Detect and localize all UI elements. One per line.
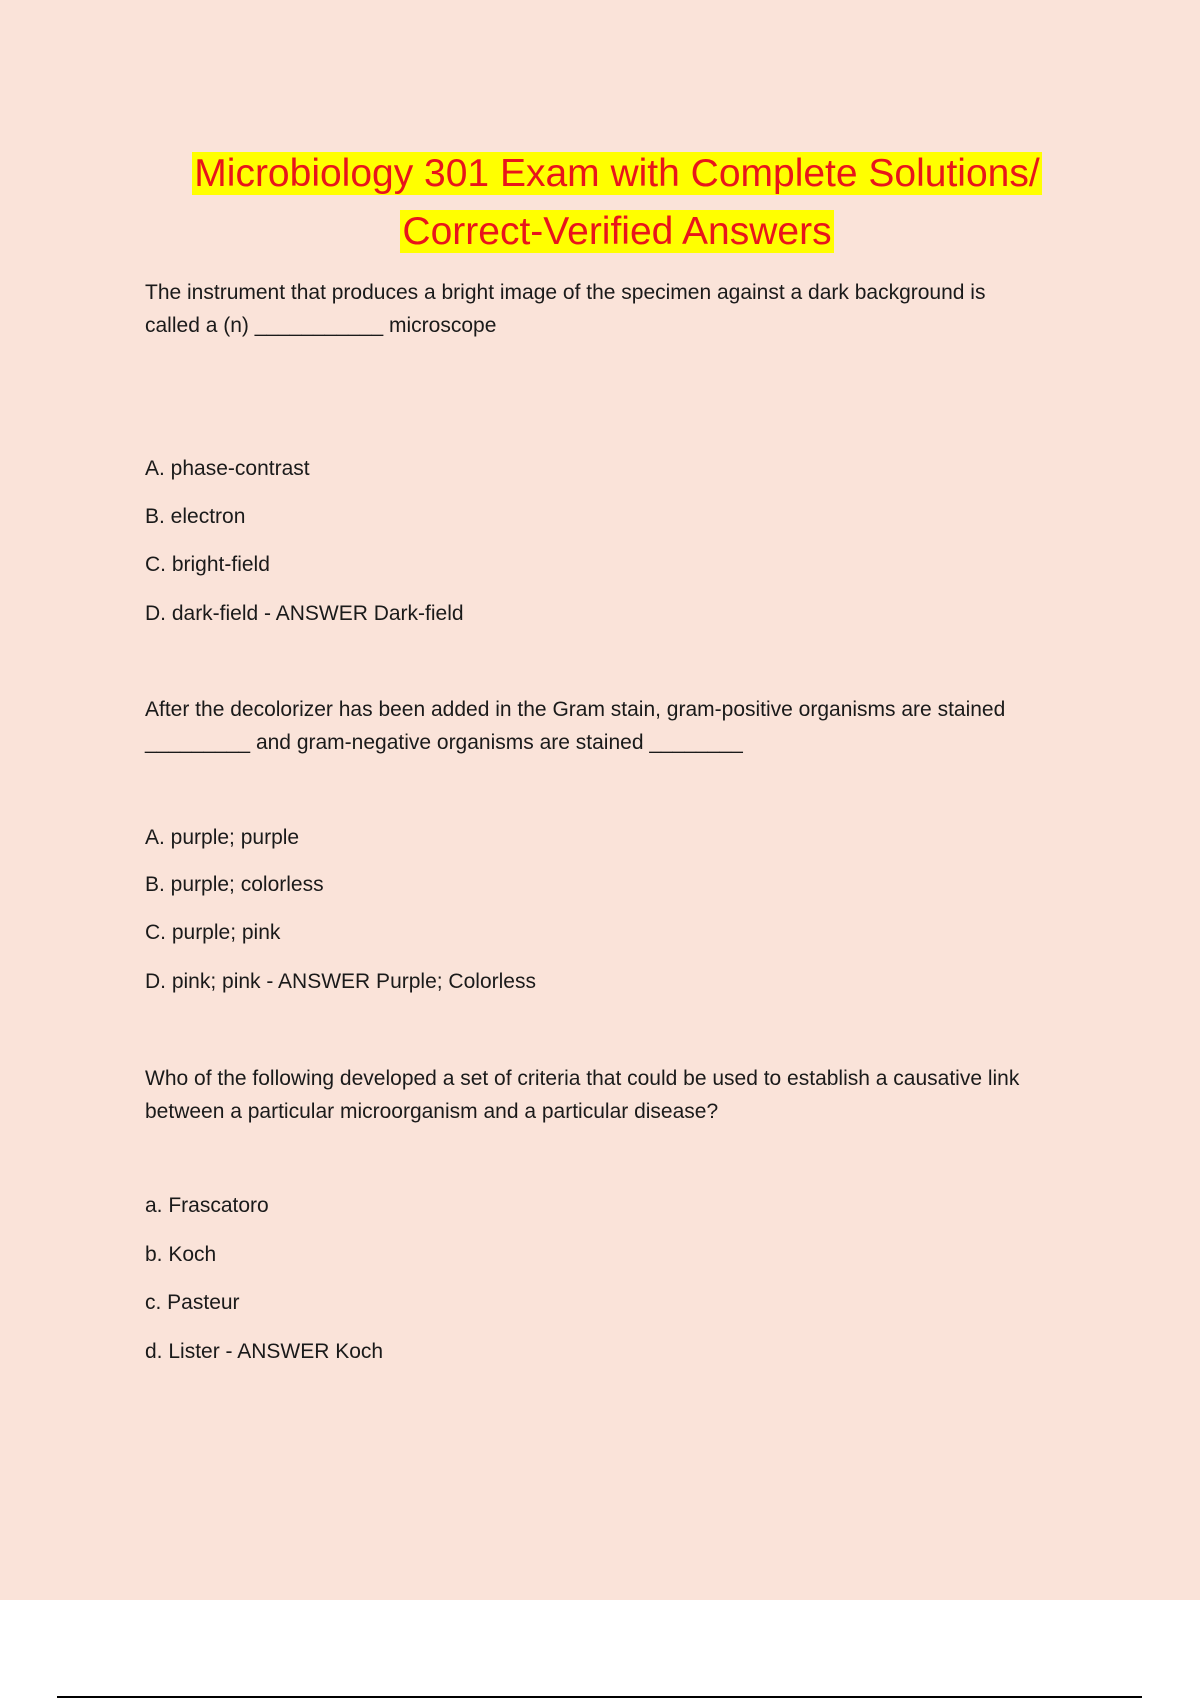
question-1-prompt-line-1: The instrument that produces a bright image of the specimen against a dark background is: [145, 281, 986, 304]
question-2-prompt-line-2: _________ and gram-negative organisms are stained ________: [145, 731, 743, 754]
document-title: [0, 145, 1200, 261]
question-3-prompt-line-2: between a particular microorganism and a particular disease?: [145, 1100, 719, 1123]
question-3-prompt-line-1: Who of the following developed a set of criteria that could be used to establish a causative link: [145, 1067, 1020, 1090]
question-3-prompt: [145, 1062, 1095, 1128]
question-2-option-a: A. purple; purple: [145, 826, 300, 849]
question-2-option-c: C. purple; pink: [145, 921, 281, 944]
question-2-prompt-line-1: After the decolorizer has been added in the Gram stain, gram-positive organisms are stained: [145, 698, 1006, 721]
question-3-option-a: a. Frascatoro: [145, 1194, 269, 1217]
question-3-option-d: d. Lister - ANSWER Koch: [145, 1340, 384, 1363]
question-1-prompt: [145, 276, 1095, 342]
question-2-prompt: [145, 693, 1095, 759]
question-1-option-b: B. electron: [145, 505, 246, 528]
question-1-option-a: A. phase-contrast: [145, 457, 310, 480]
title-line-1: Microbiology 301 Exam with Complete Solutions/: [194, 152, 1040, 195]
footer-divider: [57, 1696, 1142, 1698]
title-line-2: Correct-Verified Answers: [402, 210, 832, 253]
question-1-option-d: D. dark-field - ANSWER Dark-field: [145, 602, 464, 625]
question-2-option-b: B. purple; colorless: [145, 873, 324, 896]
question-3-option-b: b. Koch: [145, 1243, 217, 1266]
question-1-prompt-line-2: called a (n) ___________ microscope: [145, 314, 497, 337]
question-2-option-d: D. pink; pink - ANSWER Purple; Colorless: [145, 970, 536, 993]
question-1-option-c: C. bright-field: [145, 553, 270, 576]
question-3-option-c: c. Pasteur: [145, 1291, 240, 1314]
